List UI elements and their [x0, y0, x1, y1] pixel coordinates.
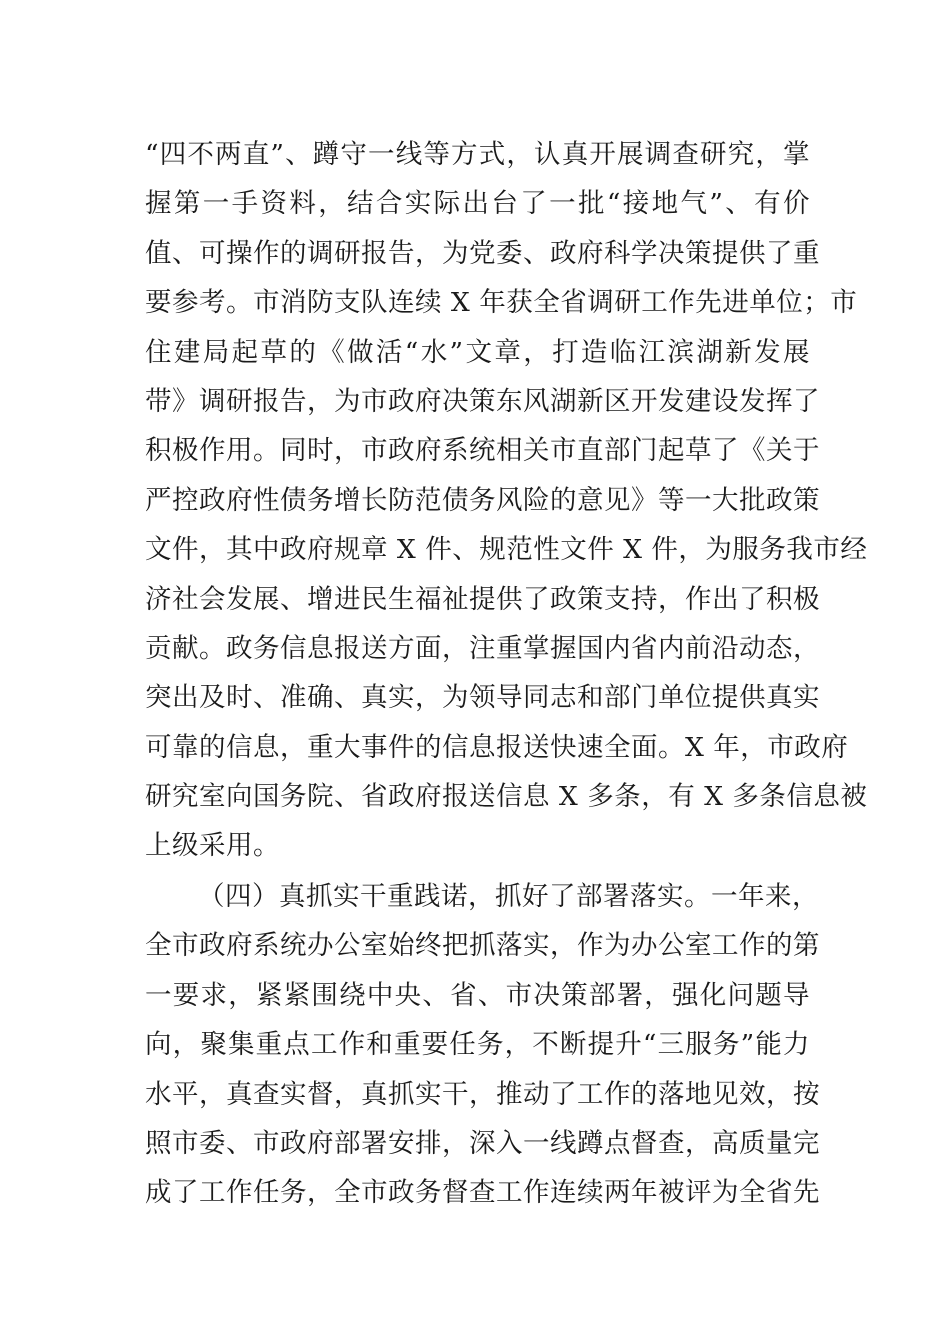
paragraph-line: 严控政府性债务增长防范债务风险的意见》等一大批政策 [145, 484, 820, 516]
paragraph-line: 济社会发展、增进民生福祉提供了政策支持，作出了积极 [145, 583, 820, 615]
paragraph-line: “四不两直”、蹲守一线等方式，认真开展调查研究，掌 [145, 139, 810, 170]
paragraph-line: 研究室向国务院、省政府报送信息 X 多条，有 X 多条信息被 [145, 781, 868, 813]
paragraph-line: 可靠的信息，重大事件的信息报送快速全面。X 年，市政府 [145, 731, 849, 763]
paragraph-line: 握第一手资料，结合实际出台了一批“接地气”、有价 [145, 188, 810, 220]
paragraph-line: 上级采用。 [145, 830, 280, 862]
paragraph-line: 全市政府系统办公室始终把抓落实，作为办公室工作的第 [145, 930, 820, 962]
paragraph-line: 成了工作任务，全市政务督查工作连续两年被评为全省先 [145, 1177, 820, 1209]
paragraph-line: 水平，真查实督，真抓实干，推动了工作的落地见效，按 [145, 1078, 820, 1110]
paragraph-line: 住建局起草的《做活“水”文章，打造临江滨湖新发展 [145, 336, 810, 368]
paragraph-line: 向，聚集重点工作和重要任务，不断提升“三服务”能力 [145, 1029, 810, 1061]
paragraph-line: 照市委、市政府部署安排，深入一线蹲点督查，高质量完 [145, 1127, 820, 1159]
paragraph-line: 突出及时、准确、真实，为领导同志和部门单位提供真实 [145, 682, 820, 714]
paragraph-line: 文件，其中政府规章 X 件、规范性文件 X 件，为服务我市经 [145, 534, 868, 566]
paragraph-research-results [145, 130, 868, 871]
paragraph-line: 积极作用。同时，市政府系统相关市直部门起草了《关于 [145, 435, 820, 467]
paragraph-line: 贡献。政务信息报送方面，注重掌握国内省内前沿动态， [145, 632, 820, 664]
paragraph-line: 要参考。市消防支队连续 X 年获全省调研工作先进单位；市 [145, 287, 858, 319]
paragraph-implementation [145, 872, 820, 1218]
section-heading-line: （四）真抓实干重践诺，抓好了部署落实。一年来， [198, 881, 819, 912]
paragraph-line: 带》调研报告，为市政府决策东风湖新区开发建设发挥了 [145, 385, 820, 417]
paragraph-line: 一要求，紧紧围绕中央、省、市决策部署，强化问题导 [145, 979, 810, 1011]
paragraph-line: 值、可操作的调研报告，为党委、政府科学决策提供了重 [145, 237, 820, 269]
